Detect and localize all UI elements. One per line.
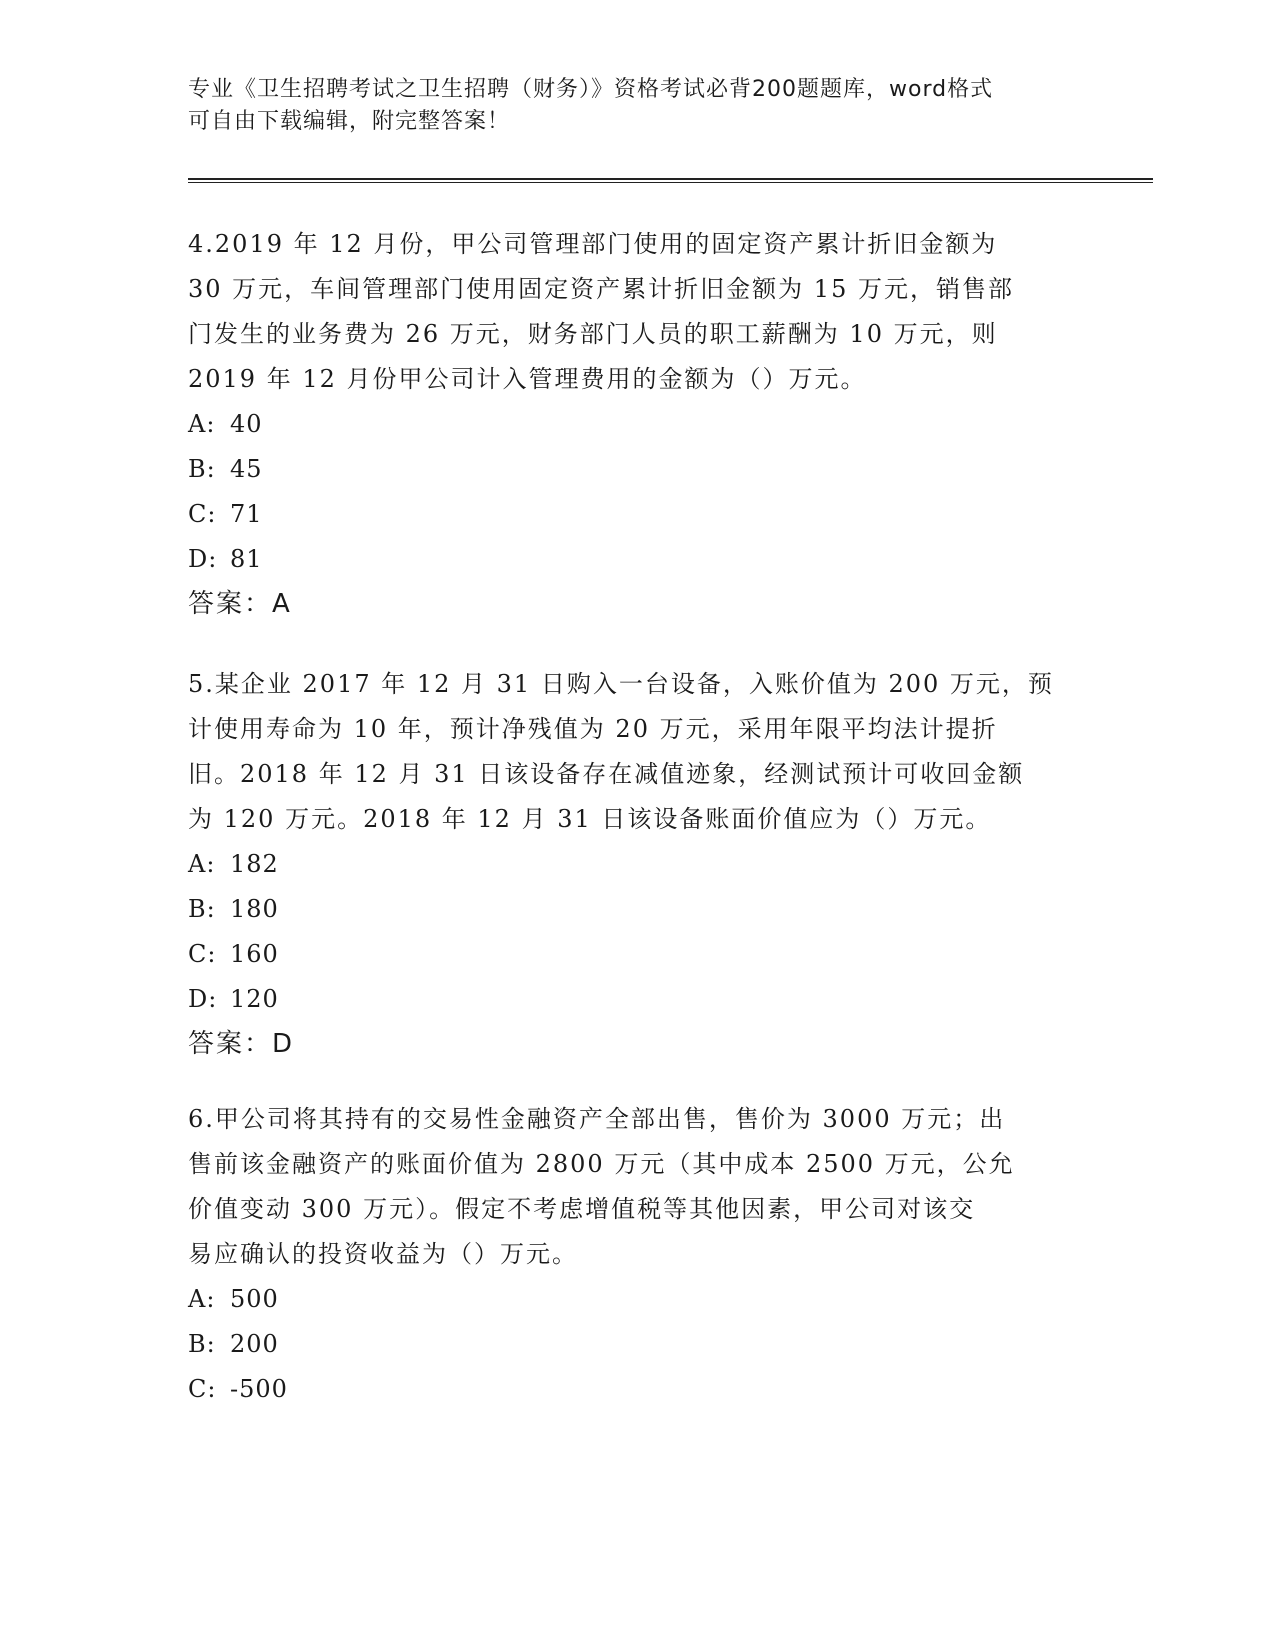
question-line: 旧。2018 年 12 月 31 日该设备存在减值迹象，经测试预计可收回金额 — [188, 760, 1025, 788]
option-b — [188, 887, 1088, 932]
answer-line: 答案：D — [188, 1029, 295, 1059]
option-b — [188, 1322, 1088, 1367]
question-line: 价值变动 300 万元）。假定不考虑增值税等其他因素，甲公司对该交 — [188, 1195, 976, 1223]
question-line: 4.2019 年 12 月份，甲公司管理部门使用的固定资产累计折旧金额为 — [188, 230, 998, 258]
question-6 — [188, 1097, 1088, 1412]
question-line: 计使用寿命为 10 年，预计净残值为 20 万元，采用年限平均法计提折 — [188, 715, 998, 743]
option-letter: C: — [188, 1375, 217, 1403]
option-c — [188, 932, 1088, 977]
header-title-line-1: 专业《卫生招聘考试之卫生招聘（财务）》资格考试必背200题题库，word格式 — [188, 77, 994, 102]
option-letter: A: — [188, 410, 216, 438]
option-a — [188, 402, 1088, 447]
option-a — [188, 1277, 1088, 1322]
option-letter: D: — [188, 985, 218, 1013]
option-letter: C: — [188, 940, 217, 968]
option-c — [188, 1367, 1088, 1412]
option-letter: D: — [188, 545, 218, 573]
option-letter: B: — [188, 1330, 216, 1358]
option-value: 200 — [230, 1330, 279, 1358]
option-value: -500 — [230, 1375, 288, 1403]
option-letter: C: — [188, 500, 217, 528]
option-d — [188, 977, 1088, 1022]
option-value: 45 — [230, 455, 263, 483]
question-line: 5.某企业 2017 年 12 月 31 日购入一台设备，入账价值为 200 万元，预 — [188, 670, 1054, 698]
answer-line: 答案：A — [188, 589, 292, 619]
option-letter: A: — [188, 850, 216, 878]
option-a — [188, 842, 1088, 887]
option-d — [188, 537, 1088, 582]
option-c — [188, 492, 1088, 537]
option-value: 182 — [230, 850, 279, 878]
document-header — [188, 74, 1088, 138]
option-letter: A: — [188, 1285, 216, 1313]
option-value: 180 — [230, 895, 279, 923]
header-title-line-2: 可自由下载编辑，附完整答案！ — [188, 109, 511, 134]
question-line: 为 120 万元。2018 年 12 月 31 日该设备账面价值应为（）万元。 — [188, 805, 992, 833]
question-5 — [188, 662, 1088, 1067]
option-letter: B: — [188, 455, 216, 483]
question-line: 易应确认的投资收益为（）万元。 — [188, 1240, 578, 1268]
option-value: 160 — [230, 940, 279, 968]
option-value: 71 — [230, 500, 263, 528]
header-divider — [188, 178, 1153, 183]
question-4 — [188, 222, 1088, 627]
question-line: 6.甲公司将其持有的交易性金融资产全部出售，售价为 3000 万元；出 — [188, 1105, 1006, 1133]
option-value: 81 — [230, 545, 263, 573]
option-letter: B: — [188, 895, 216, 923]
question-line: 售前该金融资产的账面价值为 2800 万元（其中成本 2500 万元，公允 — [188, 1150, 1015, 1178]
option-value: 120 — [230, 985, 279, 1013]
question-line: 门发生的业务费为 26 万元，财务部门人员的职工薪酬为 10 万元，则 — [188, 320, 998, 348]
option-b — [188, 447, 1088, 492]
question-line: 30 万元，车间管理部门使用固定资产累计折旧金额为 15 万元，销售部 — [188, 275, 1014, 303]
option-value: 40 — [230, 410, 263, 438]
question-line: 2019 年 12 月份甲公司计入管理费用的金额为（）万元。 — [188, 365, 867, 393]
option-value: 500 — [230, 1285, 279, 1313]
